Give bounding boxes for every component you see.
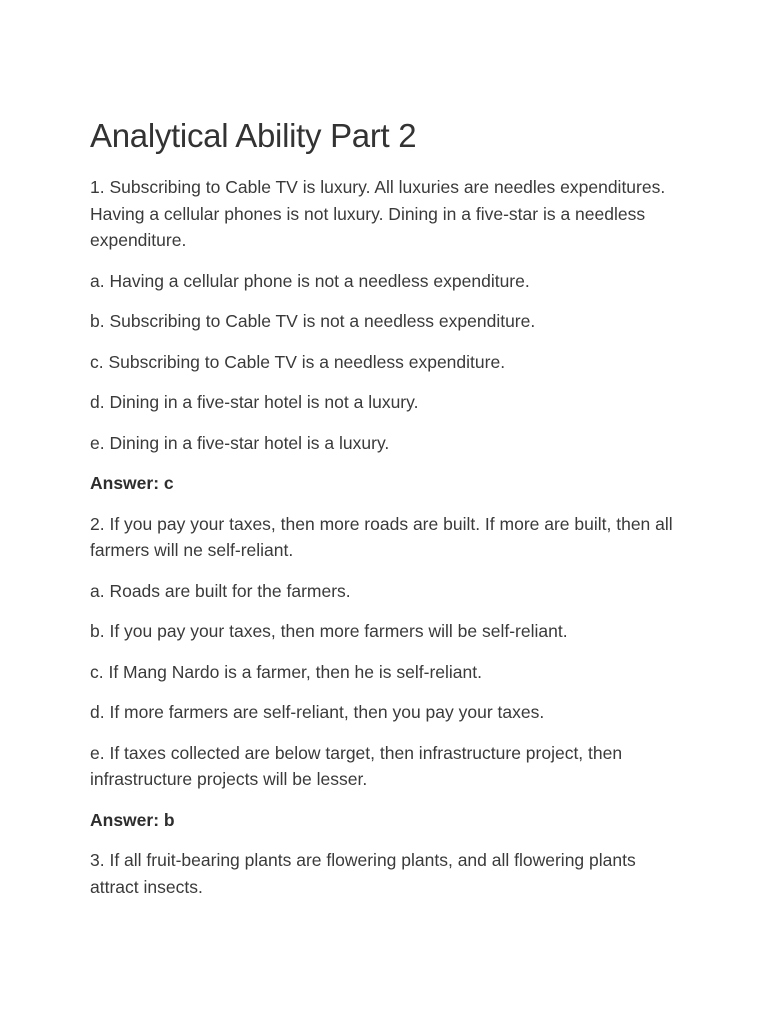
- question-text: 1. Subscribing to Cable TV is luxury. All luxuries are needles expenditures. Having a cellular phones is not luxury. Dining in a five-star is a needless expenditure.: [90, 177, 666, 250]
- answer-text: Answer: b: [90, 809, 175, 830]
- option-text: e. Dining in a five-star hotel is a luxury.: [90, 432, 390, 453]
- document-page: [90, 112, 680, 914]
- option-text: d. If more farmers are self-reliant, then you pay your taxes.: [90, 702, 545, 722]
- option-text: e. If taxes collected are below target, then infrastructure project, then infrastructure projects will be lesser.: [90, 742, 623, 789]
- option-text: c. Subscribing to Cable TV is a needless expenditure.: [90, 351, 506, 372]
- question-text: 3. If all fruit-bearing plants are flowering plants, and all flowering plants attract insects.: [90, 850, 636, 897]
- question-text: 2. If you pay your taxes, then more roads are built. If more are built, then all farmers will ne self-reliant.: [90, 513, 673, 560]
- option-text: b. Subscribing to Cable TV is not a needless expenditure.: [90, 311, 536, 331]
- answer-text: Answer: c: [90, 473, 174, 493]
- option-text: d. Dining in a five-star hotel is not a luxury.: [90, 392, 419, 412]
- option-text: a. Roads are built for the farmers.: [90, 580, 351, 601]
- document-body: [90, 174, 680, 900]
- option-text: b. If you pay your taxes, then more farmers will be self-reliant.: [90, 621, 568, 641]
- option-text: c. If Mang Nardo is a farmer, then he is self-reliant.: [90, 661, 482, 682]
- option-text: a. Having a cellular phone is not a needless expenditure.: [90, 270, 530, 291]
- page-title: Analytical Ability Part 2: [90, 117, 417, 154]
